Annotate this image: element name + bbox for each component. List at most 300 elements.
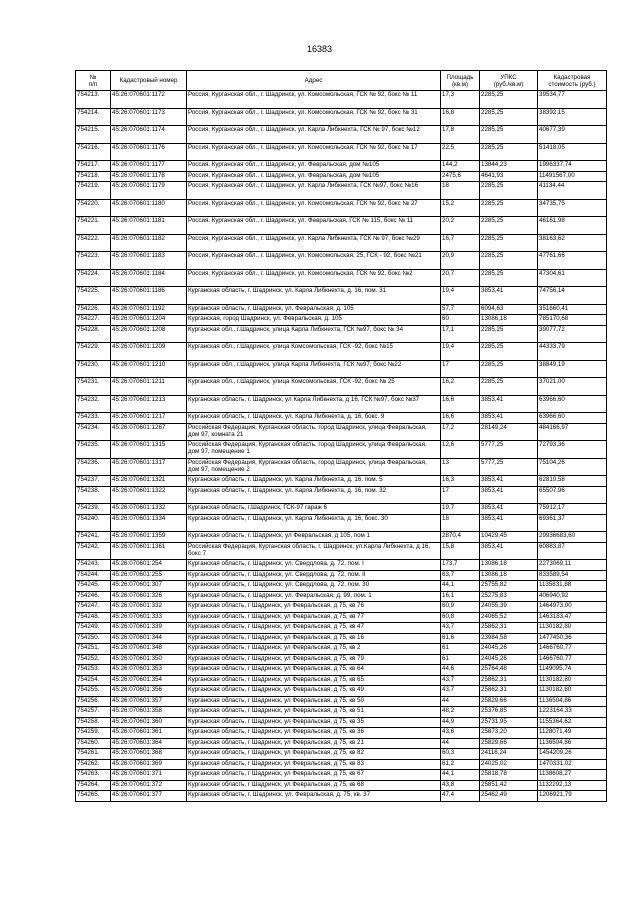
cadastral-value: 1155364,62 xyxy=(538,717,607,728)
row-index: 754239. xyxy=(76,504,111,515)
upks: 3853,41 xyxy=(480,287,538,305)
row-index: 754240. xyxy=(76,514,111,532)
cadastral-value: 1130182,80 xyxy=(538,686,607,697)
cadastral-number: 45:26:070601:333 xyxy=(111,612,187,623)
table-row xyxy=(76,759,607,770)
table-row xyxy=(76,707,607,718)
cadastral-number: 45:26:070601:356 xyxy=(111,686,187,697)
upks: 25851,42 xyxy=(480,780,538,791)
table-row xyxy=(76,612,607,623)
row-index: 754251. xyxy=(76,644,111,655)
area: 2870,4 xyxy=(441,532,480,543)
address: Курганская область, г. Шадринск, ул. Карла Либкнехта, д. 16, бокс. 9 xyxy=(187,413,441,424)
area: 173,7 xyxy=(441,560,480,571)
area: 18 xyxy=(441,182,480,200)
upks: 25275,83 xyxy=(480,591,538,602)
cadastral-number: 45:26:070601:1186 xyxy=(111,287,187,305)
row-index: 754262. xyxy=(76,759,111,770)
address: Курганская область, г. Шадринск, ул. Февральская, д. 75, кв. 37 xyxy=(187,791,441,802)
cadastral-number: 45:26:070601:1184 xyxy=(111,269,187,287)
cadastral-value: 1135831,88 xyxy=(538,581,607,592)
address: Курганская область, г. Шадринск, ул Февральская, д 105, пом 1 xyxy=(187,532,441,543)
cadastral-value: 1132292,13 xyxy=(538,780,607,791)
row-index: 754264. xyxy=(76,780,111,791)
cadastral-value: 406940,92 xyxy=(538,591,607,602)
cadastral-number: 45:26:070601:332 xyxy=(111,602,187,613)
upks: 2285,25 xyxy=(480,343,538,361)
address: Курганская область, г. Шадринск, ул. Карла Либкнехта, д. 16, пом. 31 xyxy=(187,287,441,305)
cadastral-number: 45:26:070601:1204 xyxy=(111,315,187,326)
row-index: 754252. xyxy=(76,654,111,665)
cadastral-value: 1223164,33 xyxy=(538,707,607,718)
cadastral-number: 45:26:070601:357 xyxy=(111,696,187,707)
table-row xyxy=(76,665,607,676)
row-index: 754229. xyxy=(76,343,111,361)
address: Россия, Курганская обл., г. Шадринск, ул. Комсомольская, ГСК № 92, бокс № 11 xyxy=(187,91,441,109)
cadastral-value: 785170,68 xyxy=(538,315,607,326)
table-row xyxy=(76,304,607,315)
cadastral-value: 38849,19 xyxy=(538,360,607,378)
area: 17 xyxy=(441,486,480,504)
cadastral-value: 1128071,49 xyxy=(538,728,607,739)
cadastral-value: 1466760,77 xyxy=(538,654,607,665)
header-upks: УПКС (руб./кв.м) xyxy=(480,71,538,91)
cadastral-number: 45:26:070601:1180 xyxy=(111,199,187,217)
row-index: 754245. xyxy=(76,581,111,592)
upks: 25829,66 xyxy=(480,738,538,749)
row-index: 754258. xyxy=(76,717,111,728)
row-index: 754224. xyxy=(76,269,111,287)
cadastral-value: 44333,79 xyxy=(538,343,607,361)
cadastral-value: 1136504,86 xyxy=(538,738,607,749)
table-row xyxy=(76,791,607,802)
area: 43,7 xyxy=(441,623,480,634)
area: 44 xyxy=(441,738,480,749)
address: Курганская область, г Шадринск, ул Февральская, д 75, кв 50 xyxy=(187,696,441,707)
row-index: 754219. xyxy=(76,182,111,200)
table-row xyxy=(76,780,607,791)
area: 43,6 xyxy=(441,728,480,739)
address: Курганская область, г Шадринск, ул Февральская, д 75, кв 36 xyxy=(187,728,441,739)
cadastral-number: 45:26:070601:1181 xyxy=(111,217,187,235)
upks: 2285,25 xyxy=(480,91,538,109)
row-index: 754247. xyxy=(76,602,111,613)
cadastral-number: 45:26:070601:377 xyxy=(111,791,187,802)
table-row xyxy=(76,423,607,441)
table-row xyxy=(76,476,607,487)
upks: 2285,25 xyxy=(480,143,538,161)
upks: 3853,41 xyxy=(480,542,538,560)
cadastral-number: 45:26:070601:1361 xyxy=(111,542,187,560)
table-row xyxy=(76,654,607,665)
row-index: 754217. xyxy=(76,161,111,172)
address: Российская Федерация, Курганская область, г. Шадринск, ул.Карла Либкнехта, д.16, бокс 7 xyxy=(187,542,441,560)
upks: 4641,93 xyxy=(480,171,538,182)
table-row xyxy=(76,217,607,235)
address: Курганская область, г Шадринск, ул Февральская, д 75, кв 82 xyxy=(187,749,441,760)
cadastral-value: 75912,17 xyxy=(538,504,607,515)
table-row xyxy=(76,161,607,172)
address: Российская Федерация, Курганская область, город Шадринск, улица Февральская, дом 97, комната 21 xyxy=(187,423,441,441)
row-index: 754213. xyxy=(76,91,111,109)
area: 17,1 xyxy=(441,325,480,343)
cadastral-number: 45:26:070601:1210 xyxy=(111,360,187,378)
area: 20,9 xyxy=(441,252,480,270)
table-row xyxy=(76,514,607,532)
address: Россия, Курганская обл., г. Шадринск, ул. Февральская, дом №105 xyxy=(187,171,441,182)
upks: 2285,25 xyxy=(480,199,538,217)
upks: 2285,25 xyxy=(480,108,538,126)
upks: 24045,26 xyxy=(480,654,538,665)
row-index: 754215. xyxy=(76,126,111,144)
cadastral-number: 45:26:070601:1178 xyxy=(111,171,187,182)
cadastral-number: 45:26:070601:1322 xyxy=(111,486,187,504)
cadastral-number: 45:26:070601:307 xyxy=(111,581,187,592)
cadastral-number: 45:26:070601:1321 xyxy=(111,476,187,487)
upks: 13086,18 xyxy=(480,315,538,326)
row-index: 754234. xyxy=(76,423,111,441)
upks: 25873,20 xyxy=(480,728,538,739)
cadastral-value: 2273069,11 xyxy=(538,560,607,571)
cadastral-value: 1477450,36 xyxy=(538,633,607,644)
table-row xyxy=(76,532,607,543)
address: Курганская область, г Шадринск, ул Февральская, д 75, кв 51 xyxy=(187,707,441,718)
upks: 24025,02 xyxy=(480,759,538,770)
area: 19,4 xyxy=(441,343,480,361)
upks: 23984,58 xyxy=(480,633,538,644)
upks: 24045,26 xyxy=(480,644,538,655)
upks: 5777,25 xyxy=(480,458,538,476)
address: Курганская обл., г.Шадринск, улица Комсомольская, ГСК -92, бокс №15 xyxy=(187,343,441,361)
row-index: 754220. xyxy=(76,199,111,217)
row-index: 754226. xyxy=(76,304,111,315)
area: 16,8 xyxy=(441,108,480,126)
cadastral-number: 45:26:070601:1177 xyxy=(111,161,187,172)
cadastral-value: 1130182,80 xyxy=(538,623,607,634)
cadastral-value: 1206921,79 xyxy=(538,791,607,802)
cadastral-number: 45:26:070601:1315 xyxy=(111,441,187,459)
upks: 2285,25 xyxy=(480,378,538,396)
upks: 25462,49 xyxy=(480,791,538,802)
table-row xyxy=(76,91,607,109)
cadastral-value: 1454209,26 xyxy=(538,749,607,760)
area: 2475,6 xyxy=(441,171,480,182)
upks: 28149,24 xyxy=(480,423,538,441)
cadastral-number: 45:26:070601:1183 xyxy=(111,252,187,270)
table-row xyxy=(76,171,607,182)
address: Россия, Курганская обл., г. Шадринск, ул. Комсомольская, ГСК № 92, бокс № 31 xyxy=(187,108,441,126)
table-row xyxy=(76,696,607,707)
area: 48,2 xyxy=(441,707,480,718)
address: Курганская область, г. Шадринск, ул. Свердлова, д. 72, пом. I xyxy=(187,560,441,571)
table-row xyxy=(76,591,607,602)
table-header-row xyxy=(76,71,607,91)
cadastral-table xyxy=(75,70,607,802)
row-index: 754223. xyxy=(76,252,111,270)
address: Курганская область, г Шадринск, ул Февральская, д 75, кв 67 xyxy=(187,770,441,781)
area: 44 xyxy=(441,696,480,707)
page-number: 16383 xyxy=(306,44,333,54)
cadastral-number: 45:26:070601:350 xyxy=(111,654,187,665)
area: 15,8 xyxy=(441,542,480,560)
upks: 25376,85 xyxy=(480,707,538,718)
area: 16,2 xyxy=(441,378,480,396)
upks: 2285,25 xyxy=(480,217,538,235)
row-index: 754250. xyxy=(76,633,111,644)
area: 61,2 xyxy=(441,759,480,770)
cadastral-value: 37021,00 xyxy=(538,378,607,396)
cadastral-number: 45:26:070601:1192 xyxy=(111,304,187,315)
address: Россия, Курганская обл., г. Шадринск, ул. Февральская, дом №105 xyxy=(187,161,441,172)
cadastral-value: 1464973,00 xyxy=(538,602,607,613)
row-index: 754261. xyxy=(76,749,111,760)
address: Курганская, город Шадринск, ул. Февральская, д. 105 xyxy=(187,315,441,326)
area: 61,6 xyxy=(441,633,480,644)
row-index: 754214. xyxy=(76,108,111,126)
area: 19,4 xyxy=(441,287,480,305)
row-index: 754254. xyxy=(76,675,111,686)
cadastral-value: 1463183,47 xyxy=(538,612,607,623)
table-row xyxy=(76,770,607,781)
row-index: 754230. xyxy=(76,360,111,378)
cadastral-value: 351660,41 xyxy=(538,304,607,315)
cadastral-value: 34735,75 xyxy=(538,199,607,217)
table-row xyxy=(76,675,607,686)
area: 61 xyxy=(441,654,480,665)
row-index: 754246. xyxy=(76,591,111,602)
table-row xyxy=(76,182,607,200)
upks: 3853,41 xyxy=(480,476,538,487)
cadastral-value: 74756,14 xyxy=(538,287,607,305)
row-index: 754216. xyxy=(76,143,111,161)
address: Курганская область, г. Шадринск, ул. Февральская, д. 105 xyxy=(187,304,441,315)
row-index: 754263. xyxy=(76,770,111,781)
upks: 3853,41 xyxy=(480,504,538,515)
address: Курганская обл., г.Шадринск, улица Карла Либкнехта, ГСК №97, бокс № 34 xyxy=(187,325,441,343)
address: Курганская область, г. Шадринск, ул. Карла Либкнехта, д. 16, пом. 32 xyxy=(187,486,441,504)
upks: 2285,25 xyxy=(480,325,538,343)
cadastral-number: 45:26:070601:326 xyxy=(111,591,187,602)
table-row xyxy=(76,108,607,126)
area: 20,7 xyxy=(441,269,480,287)
area: 13 xyxy=(441,458,480,476)
cadastral-value: 1470331,02 xyxy=(538,759,607,770)
area: 18 xyxy=(441,514,480,532)
address: Россия, Курганская обл., г. Шадринск, ул. Комсомольская, ГСК № 92, бокс № 17 xyxy=(187,143,441,161)
address: Курганская область, г. Шадринск, ул. Свердлова, д. 72, пом. 30 xyxy=(187,581,441,592)
table-row xyxy=(76,644,607,655)
cadastral-value: 63966,60 xyxy=(538,413,607,424)
cadastral-number: 45:26:070601:368 xyxy=(111,749,187,760)
area: 17 xyxy=(441,360,480,378)
area: 57,7 xyxy=(441,304,480,315)
area: 12,6 xyxy=(441,441,480,459)
area: 16,6 xyxy=(441,395,480,413)
row-index: 754243. xyxy=(76,560,111,571)
area: 144,2 xyxy=(441,161,480,172)
area: 44,1 xyxy=(441,770,480,781)
cadastral-number: 45:26:070601:1334 xyxy=(111,514,187,532)
address: Курганская область, г Шадринск, ул Февральская, д 75, кв 64 xyxy=(187,665,441,676)
table-row xyxy=(76,360,607,378)
area: 60,3 xyxy=(441,749,480,760)
cadastral-number: 45:26:070601:1317 xyxy=(111,458,187,476)
cadastral-number: 45:26:070601:348 xyxy=(111,644,187,655)
table-row xyxy=(76,252,607,270)
area: 44,1 xyxy=(441,581,480,592)
upks: 5777,25 xyxy=(480,441,538,459)
table-row xyxy=(76,269,607,287)
table-row xyxy=(76,343,607,361)
address: Россия, Курганская обл., г. Шадринск, ул. Карла Либкнехта, ГСК №97, бокс №16 xyxy=(187,182,441,200)
area: 17,2 xyxy=(441,423,480,441)
area: 16,7 xyxy=(441,234,480,252)
cadastral-value: 75104,26 xyxy=(538,458,607,476)
cadastral-value: 484166,97 xyxy=(538,423,607,441)
address: Курганская область, г Шадринск, ул Февральская, д 75, кв 79 xyxy=(187,654,441,665)
cadastral-number: 45:26:070601:1172 xyxy=(111,91,187,109)
cadastral-value: 72793,36 xyxy=(538,441,607,459)
row-index: 754265. xyxy=(76,791,111,802)
cadastral-number: 45:26:070601:354 xyxy=(111,675,187,686)
cadastral-number: 45:26:070601:1217 xyxy=(111,413,187,424)
cadastral-value: 47304,61 xyxy=(538,269,607,287)
address: Россия, Курганская обл., г. Шадринск, ул. Карла Либкнехта, ГСК № 97, бокс №12 xyxy=(187,126,441,144)
address: Курганская область, г Шадринск, ул Февральская, д 75, кв 83 xyxy=(187,759,441,770)
cadastral-value: 62810,58 xyxy=(538,476,607,487)
row-index: 754249. xyxy=(76,623,111,634)
cadastral-value: 833589,54 xyxy=(538,570,607,581)
header-cadastral-number: Кадастровый номер xyxy=(111,71,187,91)
table-row xyxy=(76,315,607,326)
address: Курганская область, г. Шадринск, ул. Карла Либкнехта, д. 16, пом. 5 xyxy=(187,476,441,487)
row-index: 754255. xyxy=(76,686,111,697)
address: Российская Федерация, Курганская область, город Шадринск, улица Февральская, дом 97, помещение 1 xyxy=(187,441,441,459)
cadastral-number: 45:26:070601:254 xyxy=(111,560,187,571)
cadastral-value: 41134,44 xyxy=(538,182,607,200)
upks: 25862,31 xyxy=(480,686,538,697)
row-index: 754236. xyxy=(76,458,111,476)
address: Курганская область, г Шадринск, ул Февральская, д 75, кв 68 xyxy=(187,780,441,791)
address: Курганская обл., г.Шадринск, улица Комсомольская, ГСК -92, бокс № 25 xyxy=(187,378,441,396)
address: Россия, Курганская обл., г. Шадринск, ул. Комсомольская, 25, ГСК - 92, бокс №21 xyxy=(187,252,441,270)
cadastral-number: 45:26:070601:1176 xyxy=(111,143,187,161)
upks: 24116,24 xyxy=(480,749,538,760)
cadastral-value: 1996337,74 xyxy=(538,161,607,172)
address: Курганская область, г Шадринск, ул Февральская, д 75, кв 76 xyxy=(187,602,441,613)
address: Курганская область, г. Шадринск, ул. Свердлова, д. 72, пом. II xyxy=(187,570,441,581)
area: 19,7 xyxy=(441,504,480,515)
header-address: Адрес xyxy=(187,71,441,91)
area: 60,9 xyxy=(441,602,480,613)
area: 43,8 xyxy=(441,780,480,791)
table-row xyxy=(76,199,607,217)
cadastral-value: 69361,37 xyxy=(538,514,607,532)
table-row xyxy=(76,143,607,161)
cadastral-value: 1466760,77 xyxy=(538,644,607,655)
upks: 10429,45 xyxy=(480,532,538,543)
upks: 25862,31 xyxy=(480,623,538,634)
area: 60,8 xyxy=(441,612,480,623)
row-index: 754237. xyxy=(76,476,111,487)
cadastral-number: 45:26:070601:1208 xyxy=(111,325,187,343)
upks: 2285,25 xyxy=(480,182,538,200)
cadastral-number: 45:26:070601:255 xyxy=(111,570,187,581)
area: 22,5 xyxy=(441,143,480,161)
cadastral-value: 51418,05 xyxy=(538,143,607,161)
row-index: 754235. xyxy=(76,441,111,459)
address: Курганская область, г Шадринск, ул Февральская, д 75, кв 2 xyxy=(187,644,441,655)
row-index: 754222. xyxy=(76,234,111,252)
cadastral-value: 1149095,74 xyxy=(538,665,607,676)
upks: 25829,66 xyxy=(480,696,538,707)
cadastral-number: 45:26:070601:1182 xyxy=(111,234,187,252)
address: Россия, Курганская обл., г. Шадринск, ул. Комсомольская, ГСК № 92, бокс №2 xyxy=(187,269,441,287)
area: 63,7 xyxy=(441,570,480,581)
table-row xyxy=(76,749,607,760)
cadastral-number: 45:26:070601:1359 xyxy=(111,532,187,543)
cadastral-number: 45:26:070601:1179 xyxy=(111,182,187,200)
address: Курганская область, г Шадринск, ул Февральская, д 75, кв 65 xyxy=(187,675,441,686)
area: 20,2 xyxy=(441,217,480,235)
area: 60 xyxy=(441,315,480,326)
row-index: 754233. xyxy=(76,413,111,424)
row-index: 754259. xyxy=(76,728,111,739)
upks: 13086,18 xyxy=(480,560,538,571)
cadastral-number: 45:26:070601:369 xyxy=(111,759,187,770)
header-cadastral-value: Кадастровая стоимость (руб.) xyxy=(538,71,607,91)
address: Курганская область, г.Шадринск, ГСК-97 гараж 6 xyxy=(187,504,441,515)
header-index: № п/п xyxy=(76,71,111,91)
area: 47,4 xyxy=(441,791,480,802)
row-index: 754253. xyxy=(76,665,111,676)
upks: 2285,25 xyxy=(480,252,538,270)
row-index: 754248. xyxy=(76,612,111,623)
cadastral-number: 45:26:070601:1174 xyxy=(111,126,187,144)
row-index: 754257. xyxy=(76,707,111,718)
cadastral-number: 45:26:070601:1211 xyxy=(111,378,187,396)
address: Курганская область, г Шадринск, ул Февральская, д 75, кв 16 xyxy=(187,633,441,644)
cadastral-value: 38392,15 xyxy=(538,108,607,126)
upks: 2285,25 xyxy=(480,234,538,252)
table-row xyxy=(76,395,607,413)
area: 61 xyxy=(441,644,480,655)
cadastral-value: 47761,66 xyxy=(538,252,607,270)
table-row xyxy=(76,378,607,396)
cadastral-number: 45:26:070601:1173 xyxy=(111,108,187,126)
table-row xyxy=(76,633,607,644)
cadastral-number: 45:26:070601:372 xyxy=(111,780,187,791)
cadastral-value: 46161,98 xyxy=(538,217,607,235)
row-index: 754242. xyxy=(76,542,111,560)
cadastral-value: 63966,60 xyxy=(538,395,607,413)
cadastral-value: 38163,62 xyxy=(538,234,607,252)
cadastral-number: 45:26:070601:1213 xyxy=(111,395,187,413)
cadastral-number: 45:26:070601:364 xyxy=(111,738,187,749)
cadastral-number: 45:26:070601:360 xyxy=(111,717,187,728)
address: Курганская область, г Шадринск, ул Февральская, д 75, кв 21 xyxy=(187,738,441,749)
table-row xyxy=(76,325,607,343)
upks: 13086,18 xyxy=(480,570,538,581)
table-row xyxy=(76,581,607,592)
cadastral-number: 45:26:070601:353 xyxy=(111,665,187,676)
address: Курганская область, г. Шадринск, ул Карла Либкнехта, д 16, ГСК №97, бокс №37 xyxy=(187,395,441,413)
area: 17,8 xyxy=(441,126,480,144)
cadastral-number: 45:26:070601:371 xyxy=(111,770,187,781)
area: 43,7 xyxy=(441,675,480,686)
address: Курганская область, г Шадринск, ул Февральская, д 75, кв 77 xyxy=(187,612,441,623)
upks: 3853,41 xyxy=(480,413,538,424)
